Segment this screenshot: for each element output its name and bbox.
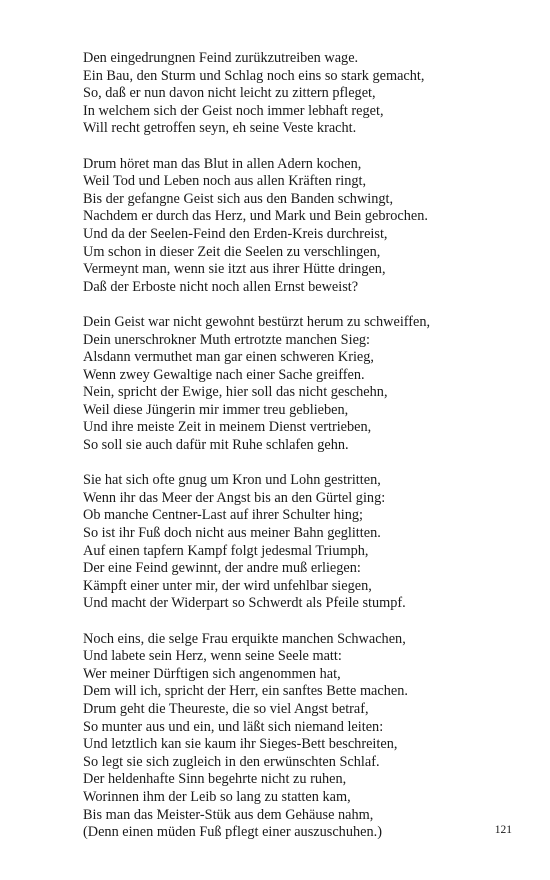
stanza xyxy=(83,50,523,138)
poem-line: Weil diese Jüngerin mir immer treu geblieben, xyxy=(83,401,349,418)
poem-line: So legt sie sich zugleich in den erwünschten Schlaf. xyxy=(83,753,380,770)
stanza xyxy=(83,631,523,842)
poem-line: So, daß er nun davon nicht leicht zu zittern pfleget, xyxy=(83,85,376,102)
poem-line: Bis der gefangne Geist sich aus den Banden schwingt, xyxy=(83,190,394,207)
poem-line: Weil Tod und Leben noch aus allen Kräften ringt, xyxy=(83,173,367,190)
poem-line: Den eingedrungnen Feind zurükzutreiben wage. xyxy=(83,50,359,66)
poem-line: Worinnen ihm der Leib so lang zu statten kam, xyxy=(83,788,351,805)
poem-line: Und letztlich kan sie kaum ihr Sieges-Bett beschreiten, xyxy=(83,736,398,753)
poem-line: Und labete sein Herz, wenn seine Seele matt: xyxy=(83,648,342,665)
poem-line: Und da der Seelen-Feind den Erden-Kreis durchreist, xyxy=(83,225,388,242)
poem-line: Und macht der Widerpart so Schwerdt als Pfeile stumpf. xyxy=(83,595,406,612)
poem-line: Dein unerschrokner Muth ertrotzte manchen Sieg: xyxy=(83,331,371,348)
poem-line: Sie hat sich ofte gnug um Kron und Lohn gestritten, xyxy=(83,472,381,489)
poem-line: Nein, spricht der Ewige, hier soll das nicht geschehn, xyxy=(83,384,388,401)
poem-line: Will recht getroffen seyn, eh seine Veste kracht. xyxy=(83,120,357,137)
poem-line: Noch eins, die selge Frau erquikte manchen Schwachen, xyxy=(83,630,406,647)
poem-line: Auf einen tapfern Kampf folgt jedesmal Triumph, xyxy=(83,542,369,559)
stanza xyxy=(83,156,523,297)
poem-line: Nachdem er durch das Herz, und Mark und Bein gebrochen. xyxy=(83,208,428,225)
poem-line: Wer meiner Dürftigen sich angenommen hat, xyxy=(83,665,341,682)
poem-line: Und ihre meiste Zeit in meinem Dienst vertrieben, xyxy=(83,419,372,436)
poem-line: Wenn ihr das Meer der Angst bis an den Gürtel ging: xyxy=(83,489,386,506)
poem-line: Um schon in dieser Zeit die Seelen zu verschlingen, xyxy=(83,243,381,260)
poem-line: Ein Bau, den Sturm und Schlag noch eins so stark gemacht, xyxy=(83,67,425,84)
poem-line: Dein Geist war nicht gewohnt bestürzt herum zu schweiffen, xyxy=(83,313,431,330)
stanza xyxy=(83,314,523,455)
poem-line: Kämpft einer unter mir, der wird unfehlbar siegen, xyxy=(83,577,372,594)
poem-line: Alsdann vermuthet man gar einen schweren Krieg, xyxy=(83,349,374,366)
page-number: 121 xyxy=(494,824,512,836)
poem-line: In welchem sich der Geist noch immer lebhaft reget, xyxy=(83,102,384,119)
poem-line: So ist ihr Fuß doch nicht aus meiner Bahn geglitten. xyxy=(83,525,381,542)
poem-line: So munter aus und ein, und läßt sich niemand leiten: xyxy=(83,718,384,735)
poem-line: Daß der Erboste nicht noch allen Ernst beweist? xyxy=(83,278,359,295)
poem-line: Drum geht die Theureste, die so viel Angst betraf, xyxy=(83,700,369,717)
poem-text xyxy=(83,50,523,859)
poem-line: Bis man das Meister-Stük aus dem Gehäuse nahm, xyxy=(83,806,374,823)
poem-line: So soll sie auch dafür mit Ruhe schlafen gehn. xyxy=(83,437,349,454)
poem-line: Ob manche Centner-Last auf ihrer Schulter hing; xyxy=(83,507,363,524)
poem-line: Wenn zwey Gewaltige nach einer Sache greiffen. xyxy=(83,366,365,383)
stanza xyxy=(83,472,523,613)
poem-line: Dem will ich, spricht der Herr, ein sanftes Bette machen. xyxy=(83,683,408,700)
poem-line: Drum höret man das Blut in allen Adern kochen, xyxy=(83,155,362,172)
poem-line: Der eine Feind gewinnt, der andre muß erliegen: xyxy=(83,560,361,577)
poem-line: Der heldenhafte Sinn begehrte nicht zu ruhen, xyxy=(83,771,347,788)
poem-line: (Denn einen müden Fuß pflegt einer auszuschuhen.) xyxy=(83,824,382,841)
poem-line: Vermeynt man, wenn sie itzt aus ihrer Hütte dringen, xyxy=(83,261,386,278)
